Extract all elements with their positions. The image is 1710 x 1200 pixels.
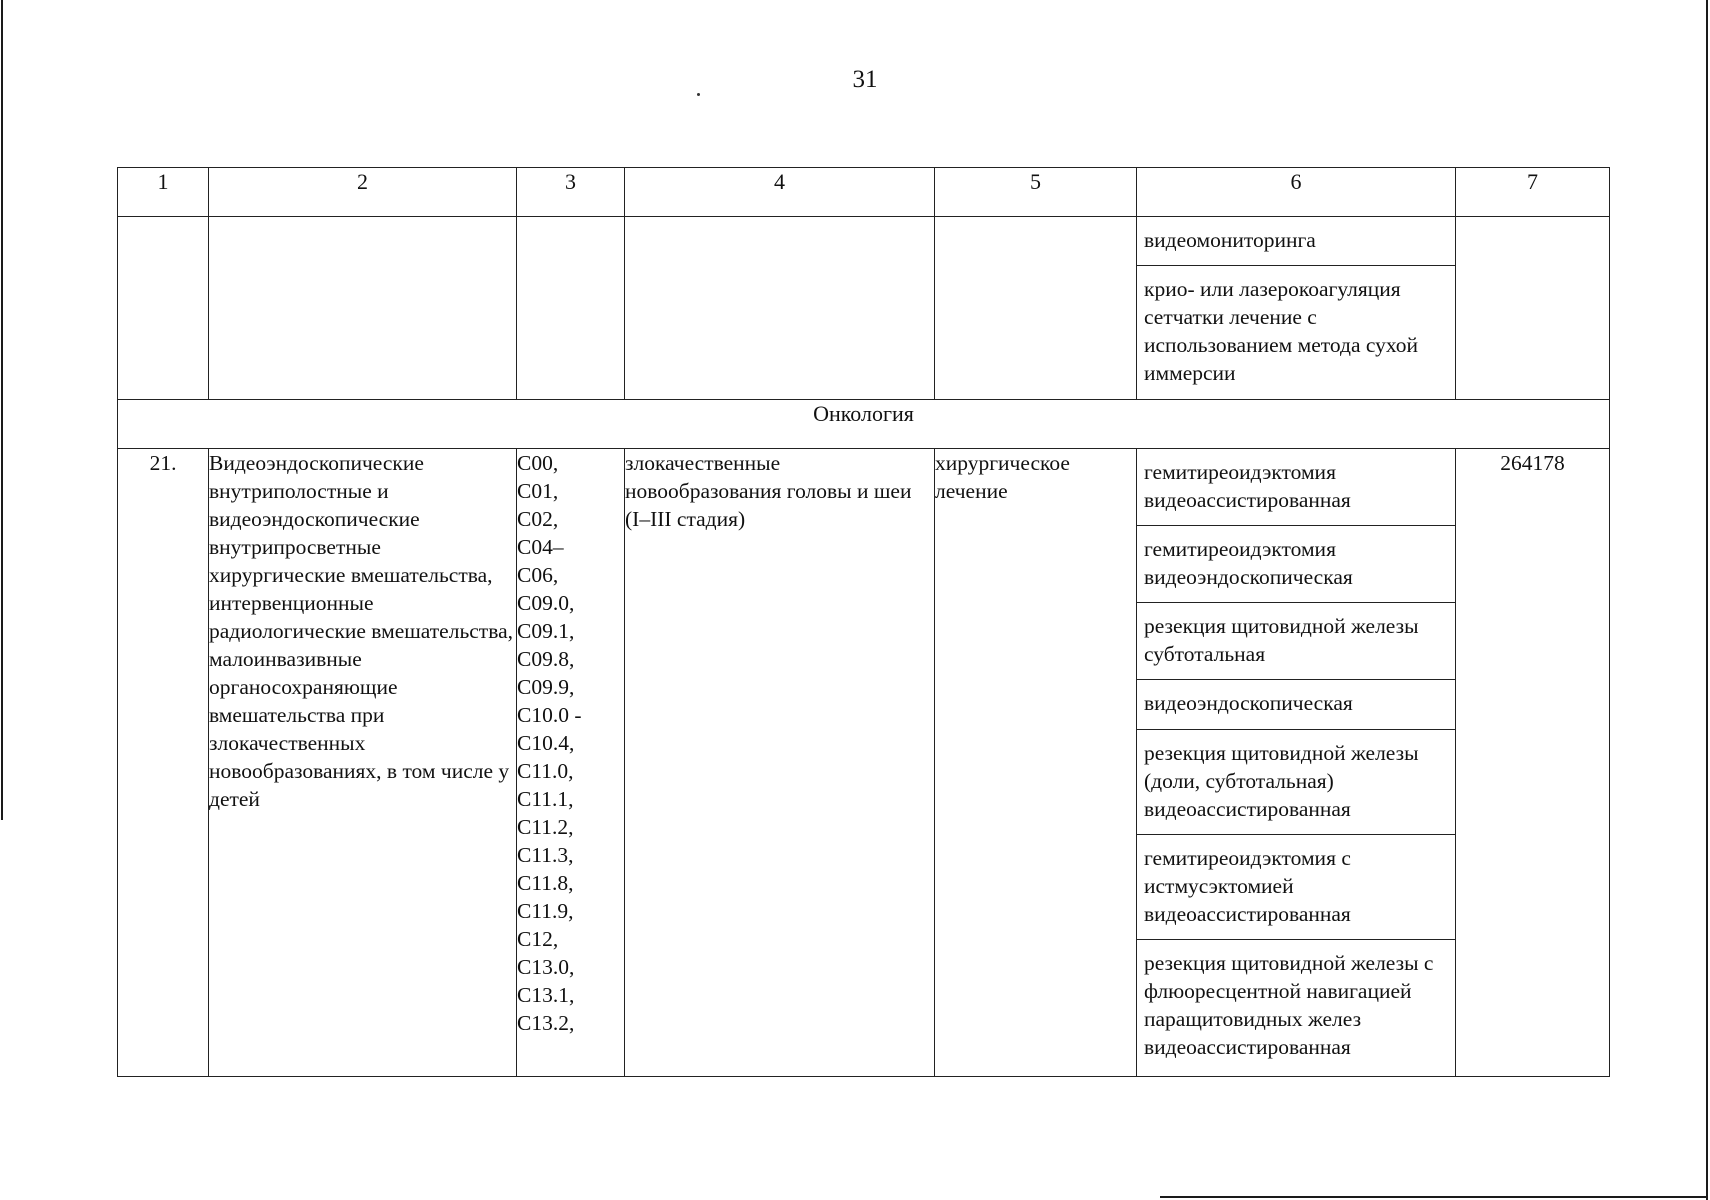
method-item: видеомониторинга (1137, 217, 1455, 266)
empty-cell (1456, 217, 1610, 400)
method-item: гемитиреоидэктомия видеоэндоскопическая (1137, 526, 1455, 603)
icd-code: C11.2, (517, 815, 574, 839)
page-border-left (1, 0, 3, 820)
icd-code: C11.3, (517, 843, 574, 867)
empty-cell (517, 217, 625, 400)
page-border-bottom (1160, 1196, 1708, 1198)
header-cell-3: 3 (517, 168, 625, 217)
icd-code: C09.0, (517, 591, 575, 615)
header-cell-2: 2 (209, 168, 517, 217)
header-row (118, 168, 1610, 217)
icd-code: C11.0, (517, 759, 574, 783)
methods-cell (1137, 217, 1456, 400)
treatment-type: хирургическое лечение (935, 449, 1137, 1077)
empty-cell (209, 217, 517, 400)
diagnosis: злокачественные новообразования головы и шеи (I–III стадия) (625, 449, 935, 1077)
icd-code: C02, (517, 507, 559, 531)
icd-code: C01, (517, 479, 559, 503)
row-number: 21. (118, 449, 209, 1077)
section-title: Онкология (118, 400, 1610, 449)
method-item: гемитиреоидэктомия с истмусэктомией видеоассистированная (1137, 835, 1455, 940)
icd-code: C09.9, (517, 675, 575, 699)
page-border-right (1706, 0, 1708, 1200)
page-number: 31 (852, 66, 878, 93)
empty-cell (935, 217, 1137, 400)
header-cell-5: 5 (935, 168, 1137, 217)
method-item: крио- или лазерокоагуляция сетчатки лечение с использованием метода сухой иммерсии (1144, 277, 1419, 385)
icd-code: C00, (517, 451, 559, 475)
icd-code: C06, (517, 563, 559, 587)
icd-code: C13.0, (517, 955, 575, 979)
icd-codes (517, 449, 625, 1077)
scan-speck (697, 93, 700, 96)
method-item: гемитиреоидэктомия видеоассистированная (1137, 449, 1455, 526)
header-cell-6: 6 (1137, 168, 1456, 217)
icd-code: C11.9, (517, 899, 574, 923)
procedure-name: Видеоэндоскопические внутриполостные и видеоэндоскопические внутрипросветные хирургические вмешательства, интервенционные радиологические вмешательства, малоинвазивные органосохраняющие вмешательства при злокачественных новообразованиях, в том числе у детей (209, 449, 517, 1077)
icd-code: C13.1, (517, 983, 575, 1007)
header-cell-7: 7 (1456, 168, 1610, 217)
section-row (118, 400, 1610, 449)
icd-code: C12, (517, 927, 559, 951)
cost: 264178 (1456, 449, 1610, 1077)
method-item: резекция щитовидной железы субтотальная (1137, 603, 1455, 680)
methods-cell (1137, 449, 1456, 1077)
icd-code: C04– (517, 535, 564, 559)
procedures-table (117, 167, 1610, 1077)
procedure-row (118, 449, 1610, 1077)
icd-code: C10.0 - (517, 703, 582, 727)
header-cell-4: 4 (625, 168, 935, 217)
continuation-row (118, 217, 1610, 400)
icd-code: C10.4, (517, 731, 575, 755)
empty-cell (118, 217, 209, 400)
method-item: видеоэндоскопическая (1137, 680, 1455, 730)
icd-code: C09.1, (517, 619, 575, 643)
method-item: резекция щитовидной железы (доли, субтотальная) видеоассистированная (1137, 730, 1455, 835)
icd-code: C09.8, (517, 647, 575, 671)
method-item: резекция щитовидной железы с флюоресцентной навигацией паращитовидных желез видеоассистированная (1144, 951, 1434, 1059)
empty-cell (625, 217, 935, 400)
icd-code: C13.2, (517, 1011, 575, 1035)
icd-code: C11.8, (517, 871, 574, 895)
icd-code: C11.1, (517, 787, 574, 811)
header-cell-1: 1 (118, 168, 209, 217)
